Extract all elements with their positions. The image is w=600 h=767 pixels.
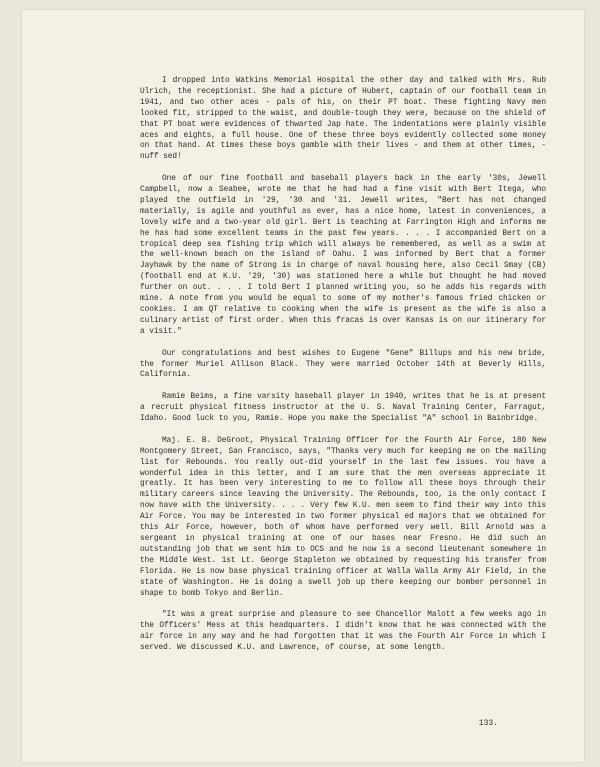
typed-letter-body bbox=[140, 76, 546, 665]
paragraph-chancellor-malott: "It was a great surprise and pleasure to see Chancellor Malott a few weeks ago in the Officers' Mess at this headquarters. I didn't know that he was connected with the air force in any way and he had forgotten that it was the Fourth Air Force in which I served. We discussed K.U. and Lawrence, of course, at some length. bbox=[140, 611, 546, 653]
paragraph-hospital-visit: I dropped into Watkins Memorial Hospital the other day and talked with Mrs. Rub Ulrich, the receptionist. She had a picture of Hubert, captain of our football team in 1941, and two other aces - pals of his, on their PT boat. These fighting Navy men looked fit, stripped to the waist, and double-tough they were, because on the shield of that PT boat were evidences of thwarted Jap hate. The indentations were plainly visible aces and eights, a full house. One of these three boys evidently collected some money on that hand. At times these boys gamble with their lives - and them at other times, - nuff sed! bbox=[140, 77, 546, 162]
paragraph-billups-wedding: Our congratulations and best wishes to Eugene "Gene" Billups and his new bride, the former Muriel Allison Black. They were married October 14th at Beverly Hills, California. bbox=[140, 349, 546, 380]
document-page bbox=[22, 10, 584, 762]
paragraph-jewell-campbell: One of our fine football and baseball players back in the early '30s, Jewell Campbell, now a Seabee, wrote me that he had had a fine visit with Bert Itega, who played the outfield in '29, '30 and '31. Jewell writes, "Bert has not changed materially, is agile and youthful as ever, has a nice home, latest in conveniences, a lovely wife and a two-year old girl. Bert is teaching at Farrington High and informs me he has had some excellent teams in the past few years. . . . I accompanied Bert on a tropical deep sea fishing trip which will always be remembered, as well as a swim at the well-known beach on the island of Oahu. I was informed by Bert that a former Jayhawk by the name of Strong is in charge of naval housing here, also Cecil Smay (CB) (football end at K.U. '29, '30) was stationed here a while but thought he had moved further on out. . . . I told Bert I planned writing you, so he adds his regards with mine. A note from you would be equal to some of my mother's famous fried chicken or cookies. I am QT relative to cooking when the wife is present as the wife is also a culinary artist of first order. When this fracas is over Kansas is on our itinerary for a visit." bbox=[140, 175, 546, 336]
paragraph-degroot-letter: Maj. E. B. DeGroot, Physical Training Officer for the Fourth Air Force, 180 New Montgomery Street, San Francisco, says, "Thanks very much for keeping me on the mailing list for Rebounds. You really out-did yourself in the last few issues. You have a wonderful idea in this letter, and I am sure that the men overseas appreciate it greatly. It has been very interesting to me to follow all these boys through their military careers since leaving the University. The Rebounds, too, is the only contact I now have with the University. . . . Very few K.U. men seem to find their way into this Air Force. You may be interested in two former physical ed majors that we obtained for this Air Force, however, both of whom have performed very well. Bill Arnold was a sergeant in physical training at one of our bases near Fresno. He did such an outstanding job that we sent him to OCS and he now is a second lieutenant somewhere in the Middle West. 1st Lt. George Stapleton we obtained by requesting his transfer from Florida. He is now base physical training officer at Walla Walla Army Air Field, in the state of Washington. He is doing a swell job up there keeping our bomber personnel in shape to bomb Tokyo and Berlin. bbox=[140, 436, 546, 598]
paragraph-ramie-beims: Ramie Beims, a fine varsity baseball player in 1940, writes that he is at present a recruit physical fitness instructor at the U. S. Naval Training Center, Farragut, Idaho. Good luck to you, Ramie. Hope you make the Specialist "A" school in Bainbridge. bbox=[140, 393, 546, 424]
page-number: 133. bbox=[478, 719, 498, 728]
